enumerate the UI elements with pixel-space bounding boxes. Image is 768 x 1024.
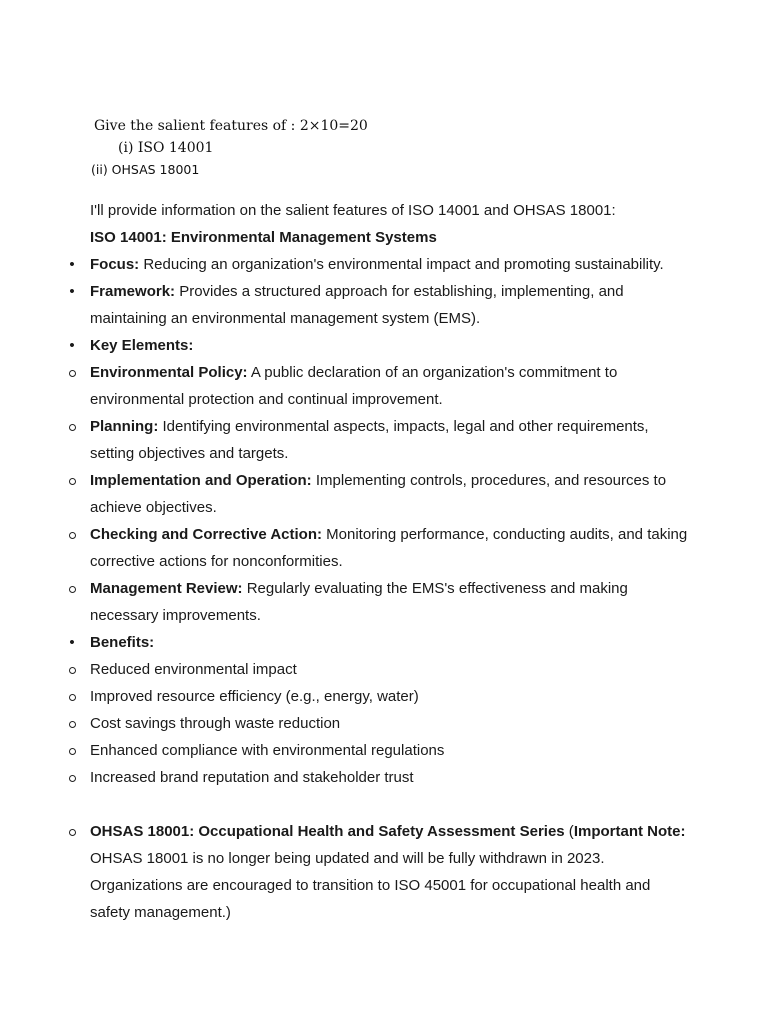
- benefit-text: Reduced environmental impact: [90, 661, 297, 678]
- ohsas-heading: OHSAS 18001: Occupational Health and Safety Assessment Series: [90, 823, 565, 840]
- intro-paragraph: I'll provide information on the salient features of ISO 14001 and OHSAS 18001:: [90, 202, 616, 219]
- benefit-item: [0, 683, 768, 710]
- benefit-item: [0, 737, 768, 764]
- key-element-item: [0, 359, 768, 413]
- benefit-text: Increased brand reputation and stakeholder trust: [90, 769, 414, 786]
- bullet-disc-icon: [66, 629, 78, 656]
- benefits-label: Benefits:: [90, 634, 155, 651]
- benefit-text: Cost savings through waste reduction: [90, 715, 341, 732]
- key-elements-label: Key Elements:: [90, 337, 194, 354]
- ohsas-note-text: OHSAS 18001 is no longer being updated and will be fully withdrawn in 2023. Organizations are encouraged to transition to ISO 45001 for occupational health and safety management.): [90, 850, 651, 921]
- key-element-label: Environmental Policy:: [90, 364, 248, 381]
- benefits-item: [0, 629, 768, 656]
- answer-body: [0, 197, 768, 926]
- key-element-text: Monitoring performance, conducting audits, and taking corrective actions for nonconformities.: [90, 526, 688, 570]
- question-item-iso: (i) ISO 14001: [118, 140, 214, 156]
- benefit-item: [0, 710, 768, 737]
- key-element-label: Management Review:: [90, 580, 243, 597]
- ohsas-note-label: Important Note:: [573, 823, 686, 840]
- key-element-text: Implementing controls, procedures, and resources to achieve objectives.: [90, 472, 667, 516]
- spacer: [0, 791, 768, 818]
- question-line: Give the salient features of : 2×10=20: [94, 118, 368, 134]
- benefit-text: Improved resource efficiency (e.g., energy, water): [90, 688, 419, 705]
- framework-text: Provides a structured approach for establishing, implementing, and maintaining an environmental management system (EMS).: [90, 283, 624, 327]
- key-elements-item: [0, 332, 768, 359]
- ohsas-item: [0, 818, 768, 926]
- bullet-disc-icon: [66, 278, 78, 305]
- key-element-item: [0, 575, 768, 629]
- benefit-item: [0, 656, 768, 683]
- key-element-item: [0, 467, 768, 521]
- key-element-item: [0, 521, 768, 575]
- framework-label: Framework:: [90, 283, 176, 300]
- framework-item: [0, 278, 768, 332]
- key-element-text: Regularly evaluating the EMS's effectiveness and making necessary improvements.: [90, 580, 628, 624]
- benefit-text: Enhanced compliance with environmental regulations: [90, 742, 445, 759]
- bullet-disc-icon: [66, 251, 78, 278]
- key-element-text: A public declaration of an organization's commitment to environmental protection and continual improvement.: [90, 364, 618, 408]
- ohsas-open-paren: (: [564, 823, 574, 840]
- key-element-label: Planning:: [90, 418, 159, 435]
- key-element-label: Checking and Corrective Action:: [90, 526, 322, 543]
- focus-label: Focus:: [90, 256, 140, 273]
- key-element-item: [0, 413, 768, 467]
- bullet-disc-icon: [66, 332, 78, 359]
- key-element-label: Implementation and Operation:: [90, 472, 312, 489]
- question-item-ohsas: (ii) OHSAS 18001: [91, 162, 200, 177]
- iso-heading: ISO 14001: Environmental Management Systems: [90, 229, 437, 246]
- focus-item: [0, 251, 768, 278]
- focus-text: Reducing an organization's environmental impact and promoting sustainability.: [139, 256, 664, 273]
- key-element-text: Identifying environmental aspects, impacts, legal and other requirements, setting objectives and targets.: [90, 418, 649, 462]
- benefit-item: [0, 764, 768, 791]
